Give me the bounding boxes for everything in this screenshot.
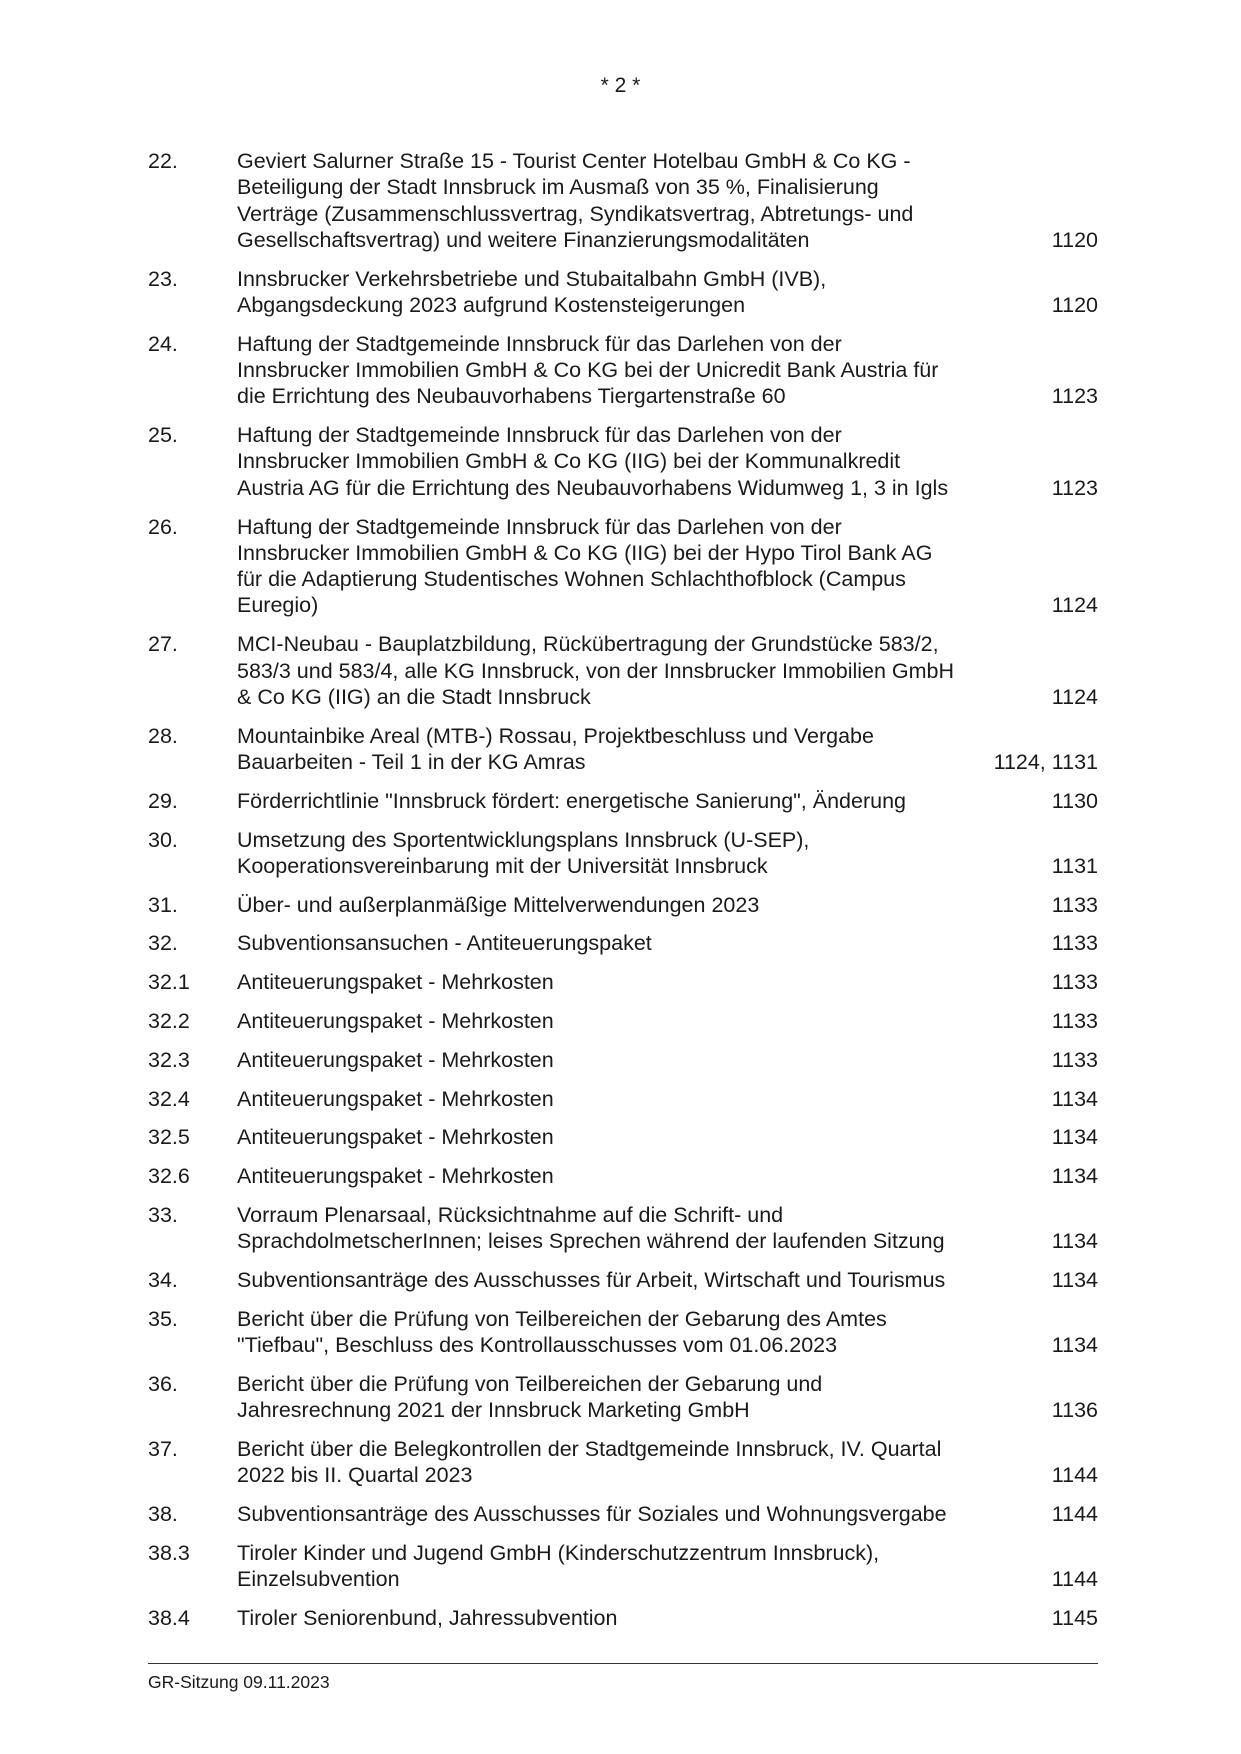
toc-entry-title: [237, 1605, 1036, 1631]
toc-entry-number: 38.4: [148, 1606, 190, 1631]
toc-entry-title-line: Euregio): [237, 593, 319, 618]
toc-entry: [148, 930, 1098, 956]
toc-entry-title: [237, 266, 1036, 319]
toc-entry-page: 1133: [1051, 970, 1098, 995]
toc-entry: [148, 788, 1098, 814]
toc-entry-title: [237, 1306, 1036, 1359]
toc-entry: [148, 1124, 1098, 1150]
toc-entry: [148, 1163, 1098, 1189]
toc-entry-page: 1131: [1051, 853, 1098, 878]
footer-divider: [148, 1663, 1098, 1664]
toc-entry-title: [237, 1163, 1036, 1189]
toc-entry-title: [237, 1202, 1036, 1255]
toc-entry-title-line: Austria AG für die Errichtung des Neubauvorhabens Widumweg 1, 3 in Igls: [237, 475, 949, 500]
toc-entry-number: 24.: [148, 331, 178, 356]
toc-entry-page: 1133: [1051, 1047, 1098, 1072]
toc-entry-title-line: Innsbrucker Verkehrsbetriebe und Stubaitalbahn GmbH (IVB),: [237, 266, 827, 291]
toc-entry-title-line: Jahresrechnung 2021 der Innsbruck Marketing GmbH: [237, 1398, 750, 1423]
toc-entry-number: 33.: [148, 1203, 178, 1227]
toc-entry-title-line: Umsetzung des Sportentwicklungsplans Innsbruck (U-SEP),: [237, 827, 810, 852]
toc-entry-title: [237, 788, 1036, 814]
toc-entry-number: 34.: [148, 1268, 178, 1293]
toc-entry-title-line: Mountainbike Areal (MTB-) Rossau, Projektbeschluss und Vergabe: [237, 723, 874, 748]
toc-entry-title: [237, 514, 1036, 619]
toc-entry-title: [237, 969, 1036, 995]
page-number: * 2 *: [600, 74, 641, 97]
toc-entry-title-line: Antiteuerungspaket - Mehrkosten: [237, 1086, 554, 1111]
toc-entry-title-line: Haftung der Stadtgemeinde Innsbruck für das Darlehen von der: [237, 423, 842, 448]
toc-entry-page: 1123: [1051, 475, 1098, 500]
toc-entry-title-line: Subventionsanträge des Ausschusses für Soziales und Wohnungsvergabe: [237, 1502, 947, 1527]
toc-entry-title-line: Antiteuerungspaket - Mehrkosten: [237, 1125, 554, 1150]
toc-entry: [148, 1267, 1098, 1293]
toc-entry-number: 35.: [148, 1306, 178, 1331]
toc-entry-title: [237, 1501, 1036, 1527]
toc-entry-number: 31.: [148, 892, 178, 917]
toc-entry-number: 38.: [148, 1502, 178, 1527]
toc-entry-title-line: Einzelsubvention: [237, 1567, 400, 1592]
toc-entry-title-line: Innsbrucker Immobilien GmbH & Co KG (IIG) bei der Hypo Tirol Bank AG: [237, 540, 933, 565]
toc-entry-number: 22.: [148, 149, 178, 173]
toc-entry-number: 38.3: [148, 1540, 190, 1565]
toc-entry-title: [237, 723, 978, 776]
toc-entry: [148, 1047, 1098, 1073]
toc-entry-title-line: MCI-Neubau - Bauplatzbildung, Rückübertragung der Grundstücke 583/2,: [237, 632, 939, 657]
toc-entry: [148, 1086, 1098, 1112]
toc-entry-page: 1134: [1051, 1268, 1098, 1293]
toc-entry-number: 32.5: [148, 1125, 190, 1150]
toc-entry: [148, 331, 1098, 410]
toc-entry-page: 1120: [1051, 227, 1098, 252]
toc-entry-title-line: Gesellschaftsvertrag) und weitere Finanzierungsmodalitäten: [237, 227, 810, 252]
toc-entry-title: [237, 422, 1036, 501]
toc-entry: [148, 266, 1098, 319]
toc-entry-title: [237, 1047, 1036, 1073]
toc-entry-title: [237, 827, 1036, 880]
toc-entry: [148, 969, 1098, 995]
toc-entry-number: 32.: [148, 931, 178, 956]
toc-entry-page: 1144: [1051, 1567, 1098, 1592]
toc-entry: [148, 1540, 1098, 1593]
toc-entry-title: [237, 892, 1036, 918]
toc-entry-title-line: Kooperationsvereinbarung mit der Universität Innsbruck: [237, 853, 768, 878]
toc-entry-title-line: Subventionsansuchen - Antiteuerungspaket: [237, 931, 652, 956]
toc-entry-title: [237, 1267, 1036, 1293]
toc-entry-title: [237, 1008, 1036, 1034]
toc-entry-page: 1134: [1051, 1333, 1098, 1358]
toc-entry: [148, 1306, 1098, 1359]
toc-entry-page: 1130: [1051, 788, 1098, 813]
toc-entry-title-line: Innsbrucker Immobilien GmbH & Co KG (IIG) bei der Kommunalkredit: [237, 449, 901, 474]
toc-entry-title-line: Antiteuerungspaket - Mehrkosten: [237, 1164, 554, 1189]
toc-entry-page: 1144: [1051, 1463, 1098, 1488]
toc-entry-page: 1124: [1051, 684, 1098, 709]
toc-entry-number: 32.6: [148, 1164, 190, 1189]
toc-entry-page: 1144: [1051, 1502, 1098, 1527]
toc-entry-title-line: Haftung der Stadtgemeinde Innsbruck für das Darlehen von der: [237, 514, 842, 539]
toc-entry-title-line: Tiroler Kinder und Jugend GmbH (Kinderschutzzentrum Innsbruck),: [237, 1540, 880, 1565]
toc-entry-page: 1133: [1051, 892, 1098, 917]
toc-entry-number: 23.: [148, 266, 178, 291]
toc-entry-page: 1134: [1051, 1164, 1098, 1189]
toc-entry: [148, 723, 1098, 776]
toc-entry-page: 1120: [1051, 292, 1098, 317]
toc-entry-title-line: die Errichtung des Neubauvorhabens Tiergartenstraße 60: [237, 384, 786, 409]
toc-entry-title-line: 2022 bis II. Quartal 2023: [237, 1463, 473, 1488]
toc-entry-title-line: Verträge (Zusammenschlussvertrag, Syndikatsvertrag, Abtretungs- und: [237, 201, 914, 226]
toc-entry-title: [237, 331, 1036, 410]
toc-entry-title-line: 583/3 und 583/4, alle KG Innsbruck, von der Innsbrucker Immobilien GmbH: [237, 658, 955, 683]
toc-entry-page: 1134: [1051, 1086, 1098, 1111]
toc-entry: [148, 1501, 1098, 1527]
toc-entry-title-line: Geviert Salurner Straße 15 - Tourist Center Hotelbau GmbH & Co KG -: [237, 149, 911, 173]
toc-entry-title-line: Bauarbeiten - Teil 1 in der KG Amras: [237, 749, 586, 774]
toc-entry-title-line: Abgangsdeckung 2023 aufgrund Kostensteigerungen: [237, 292, 746, 317]
toc-entry-page: 1133: [1051, 931, 1098, 956]
toc-entry: [148, 1202, 1098, 1255]
toc-entry-title-line: SprachdolmetscherInnen; leises Sprechen während der laufenden Sitzung: [237, 1229, 945, 1254]
toc-entry-title-line: Über- und außerplanmäßige Mittelverwendungen 2023: [237, 892, 760, 917]
toc-entry-title-line: Bericht über die Prüfung von Teilbereichen der Gebarung und: [237, 1371, 823, 1396]
table-of-contents: [148, 148, 1098, 1644]
toc-entry: [148, 827, 1098, 880]
toc-entry-title: [237, 1436, 1036, 1489]
toc-entry: [148, 1436, 1098, 1489]
toc-entry-title-line: Vorraum Plenarsaal, Rücksichtnahme auf die Schrift- und: [237, 1203, 784, 1227]
toc-entry: [148, 422, 1098, 501]
toc-entry-title: [237, 148, 1036, 253]
toc-entry-page: 1124, 1131: [993, 749, 1098, 774]
toc-entry-title-line: Innsbrucker Immobilien GmbH & Co KG bei der Unicredit Bank Austria für: [237, 358, 939, 383]
toc-entry: [148, 148, 1098, 253]
toc-entry-title-line: & Co KG (IIG) an die Stadt Innsbruck: [237, 684, 591, 709]
toc-entry: [148, 1008, 1098, 1034]
toc-entry-number: 26.: [148, 514, 178, 539]
toc-entry: [148, 514, 1098, 619]
toc-entry-title-line: Antiteuerungspaket - Mehrkosten: [237, 1009, 554, 1034]
toc-entry-page: 1134: [1051, 1229, 1098, 1254]
toc-entry-title-line: Antiteuerungspaket - Mehrkosten: [237, 1047, 554, 1072]
toc-entry: [148, 1371, 1098, 1424]
toc-entry-title-line: Tiroler Seniorenbund, Jahressubvention: [237, 1606, 618, 1631]
toc-entry-title-line: Bericht über die Belegkontrollen der Stadtgemeinde Innsbruck, IV. Quartal: [237, 1437, 942, 1462]
toc-entry-number: 30.: [148, 827, 178, 852]
toc-entry-title: [237, 930, 1036, 956]
toc-entry: [148, 892, 1098, 918]
toc-entry-number: 32.4: [148, 1086, 190, 1111]
toc-entry: [148, 631, 1098, 710]
toc-entry-page: 1136: [1051, 1398, 1098, 1423]
toc-entry-title-line: Haftung der Stadtgemeinde Innsbruck für das Darlehen von der: [237, 331, 842, 356]
toc-entry-title: [237, 1124, 1036, 1150]
footer-session-date: GR-Sitzung 09.11.2023: [148, 1672, 330, 1692]
toc-entry-title: [237, 631, 1036, 710]
toc-entry-page: 1124: [1051, 593, 1098, 618]
toc-entry-number: 32.2: [148, 1009, 190, 1034]
toc-entry-title-line: Förderrichtlinie "Innsbruck fördert: energetische Sanierung", Änderung: [237, 788, 906, 813]
toc-entry-page: 1134: [1051, 1125, 1098, 1150]
toc-entry-page: 1133: [1051, 1009, 1098, 1034]
toc-entry-number: 28.: [148, 723, 178, 748]
toc-entry-title: [237, 1540, 1036, 1593]
toc-entry-title: [237, 1371, 1036, 1424]
toc-entry-title-line: Bericht über die Prüfung von Teilbereichen der Gebarung des Amtes: [237, 1306, 887, 1331]
toc-entry-number: 37.: [148, 1437, 178, 1462]
toc-entry-number: 36.: [148, 1371, 178, 1396]
toc-entry-page: 1145: [1051, 1606, 1098, 1631]
toc-entry-number: 29.: [148, 788, 178, 813]
toc-entry-page: 1123: [1051, 384, 1098, 409]
toc-entry: [148, 1605, 1098, 1631]
toc-entry-title-line: Subventionsanträge des Ausschusses für Arbeit, Wirtschaft und Tourismus: [237, 1268, 946, 1293]
toc-entry-title: [237, 1086, 1036, 1112]
toc-entry-number: 25.: [148, 423, 178, 448]
toc-entry-title-line: Antiteuerungspaket - Mehrkosten: [237, 970, 554, 995]
toc-entry-title-line: "Tiefbau", Beschluss des Kontrollausschusses vom 01.06.2023: [237, 1333, 838, 1358]
toc-entry-number: 27.: [148, 632, 178, 657]
toc-entry-title-line: Beteiligung der Stadt Innsbruck im Ausmaß von 35 %, Finalisierung: [237, 175, 879, 200]
toc-entry-number: 32.3: [148, 1047, 190, 1072]
toc-entry-number: 32.1: [148, 970, 190, 995]
toc-entry-title-line: für die Adaptierung Studentisches Wohnen Schlachthofblock (Campus: [237, 567, 906, 592]
